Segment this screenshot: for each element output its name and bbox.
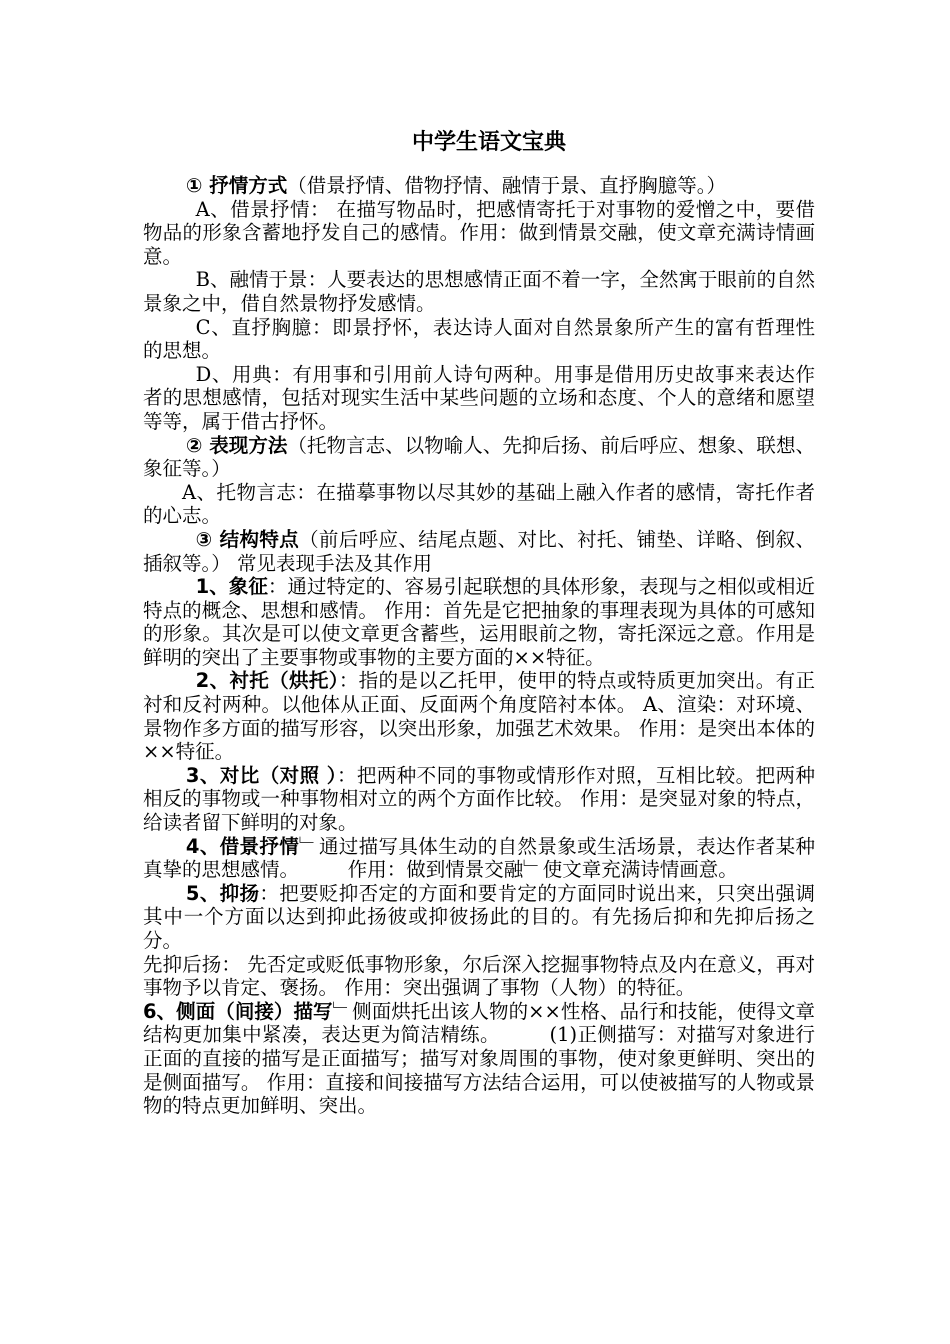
item-6 [143, 1000, 815, 1118]
section-2-title: ② 表现方法 [185, 433, 288, 457]
item-5-text: ：把要贬抑否定的方面和要肯定的方面同时说出来，只突出强调其中一个方面以达到抑此扬彼或抑彼扬此的目的。有先扬后抑和先抑后扬之分。 [143, 881, 815, 952]
item-3-text: ：把两种不同的事物或情形作对照，互相比较。把两种相反的事物或一种事物相对立的两个方面作比较。 作用：是突显对象的特点，给读者留下鲜明的对象。 [143, 763, 815, 835]
item-1-heading: 1、象征 [195, 575, 268, 599]
item-4 [143, 835, 815, 882]
section-1-title: ① 抒情方式 [185, 174, 288, 197]
item-6-text: ﹂侧面烘托出该人物的××性格、品行和技能，使得文章结构更加集中紧凑，表达更为简洁精练。 (1)正侧描写：对描写对象进行正面的直接的描写是正面描写；描写对象周围的事物，使对象更鲜明、突出的是侧面描写。 作用：直接和间接描写方法结合运用，可以使被描写的人物或景物的特点更加鲜明、突出。 [143, 999, 815, 1118]
paragraph-2a: A、托物言志：在描摹事物以尽其妙的基础上融入作者的感情，寄托作者的心志。 [143, 480, 815, 528]
item-2-heading: 2、衬托（烘托） [195, 669, 339, 693]
paragraph-1b: B、融情于景：人要表达的思想感情正面不着一字，全然寓于眼前的自然景象之中，借自然景物抒发感情。 [143, 268, 815, 315]
item-6-heading: 6、侧面（间接）描写 [143, 999, 333, 1023]
page-title: 中学生语文宝典 [411, 130, 566, 155]
item-5 [143, 882, 815, 953]
section-3-subtitle: （前后呼应、结尾点题、对比、衬托、铺垫、详略、倒叙、插叙等。） 常见表现手法及其作用 [143, 527, 815, 575]
paragraph-1a: A、借景抒情： 在描写物品时，把感情寄托于对事物的爱憎之中，要借物品的形象含蓄地抒发自己的感情。作用：做到情景交融，使文章充满诗情画意。 [143, 197, 815, 268]
section-1-subtitle: （借景抒情、借物抒情、融情于景、直抒胸臆等。） [287, 174, 726, 197]
item-3-heading: 3、对比（对照 ） [185, 763, 337, 787]
section-1-heading [143, 174, 815, 198]
paragraph-1d: D、用典：有用事和引用前人诗句两种。用事是借用历史故事来表达作者的思想感情，包括对现实生活中某些问题的立场和态度、个人的意绪和愿望等等，属于借古抒怀。 [143, 362, 815, 433]
item-3 [143, 764, 815, 835]
document-page [143, 128, 815, 1118]
item-2 [143, 669, 815, 763]
item-1 [143, 575, 815, 669]
item-1-text: ：通过特定的、容易引起联想的具体形象，表现与之相似或相近特点的概念、思想和感情。 作用：首先是它把抽象的事理表现为具体的可感知的形象。其次是可以使文章更含蓄些，运用眼前之物，寄托深远之意。作用是鲜明的突出了主要事物或事物的主要方面的××特征。 [143, 575, 815, 669]
section-2-subtitle: （托物言志、以物喻人、先抑后扬、前后呼应、想象、联想、象征等。） [143, 433, 815, 481]
item-4-text: ﹂通过描写具体生动的自然景象或生活场景，表达作者某种真挚的思想感情。 作用：做到情景交融﹂使文章充满诗情画意。 [143, 834, 815, 882]
item-5-heading: 5、抑扬 [185, 881, 260, 905]
section-2-heading [143, 434, 815, 481]
paragraph-1c: C、直抒胸臆：即景抒怀，表达诗人面对自然景象所产生的富有哲理性的思想。 [143, 315, 815, 363]
item-5-sub: 先抑后扬： 先否定或贬低事物形象，尔后深入挖掘事物特点及内在意义，再对事物予以肯定、褒扬。 作用：突出强调了事物（人物）的特征。 [143, 952, 815, 1000]
section-3-title: ③ 结构特点 [195, 527, 300, 551]
section-3-heading [143, 528, 815, 575]
item-2-text: ：指的是以乙托甲，使甲的特点或特质更加突出。有正衬和反衬两种。以他体从正面、反面两个角度陪衬本体。 A、渲染：对环境、景物作多方面的描写形容，以突出形象，加强艺术效果。 作用：是突出本体的××特征。 [143, 669, 815, 764]
item-4-heading: 4、借景抒情 [185, 834, 300, 858]
